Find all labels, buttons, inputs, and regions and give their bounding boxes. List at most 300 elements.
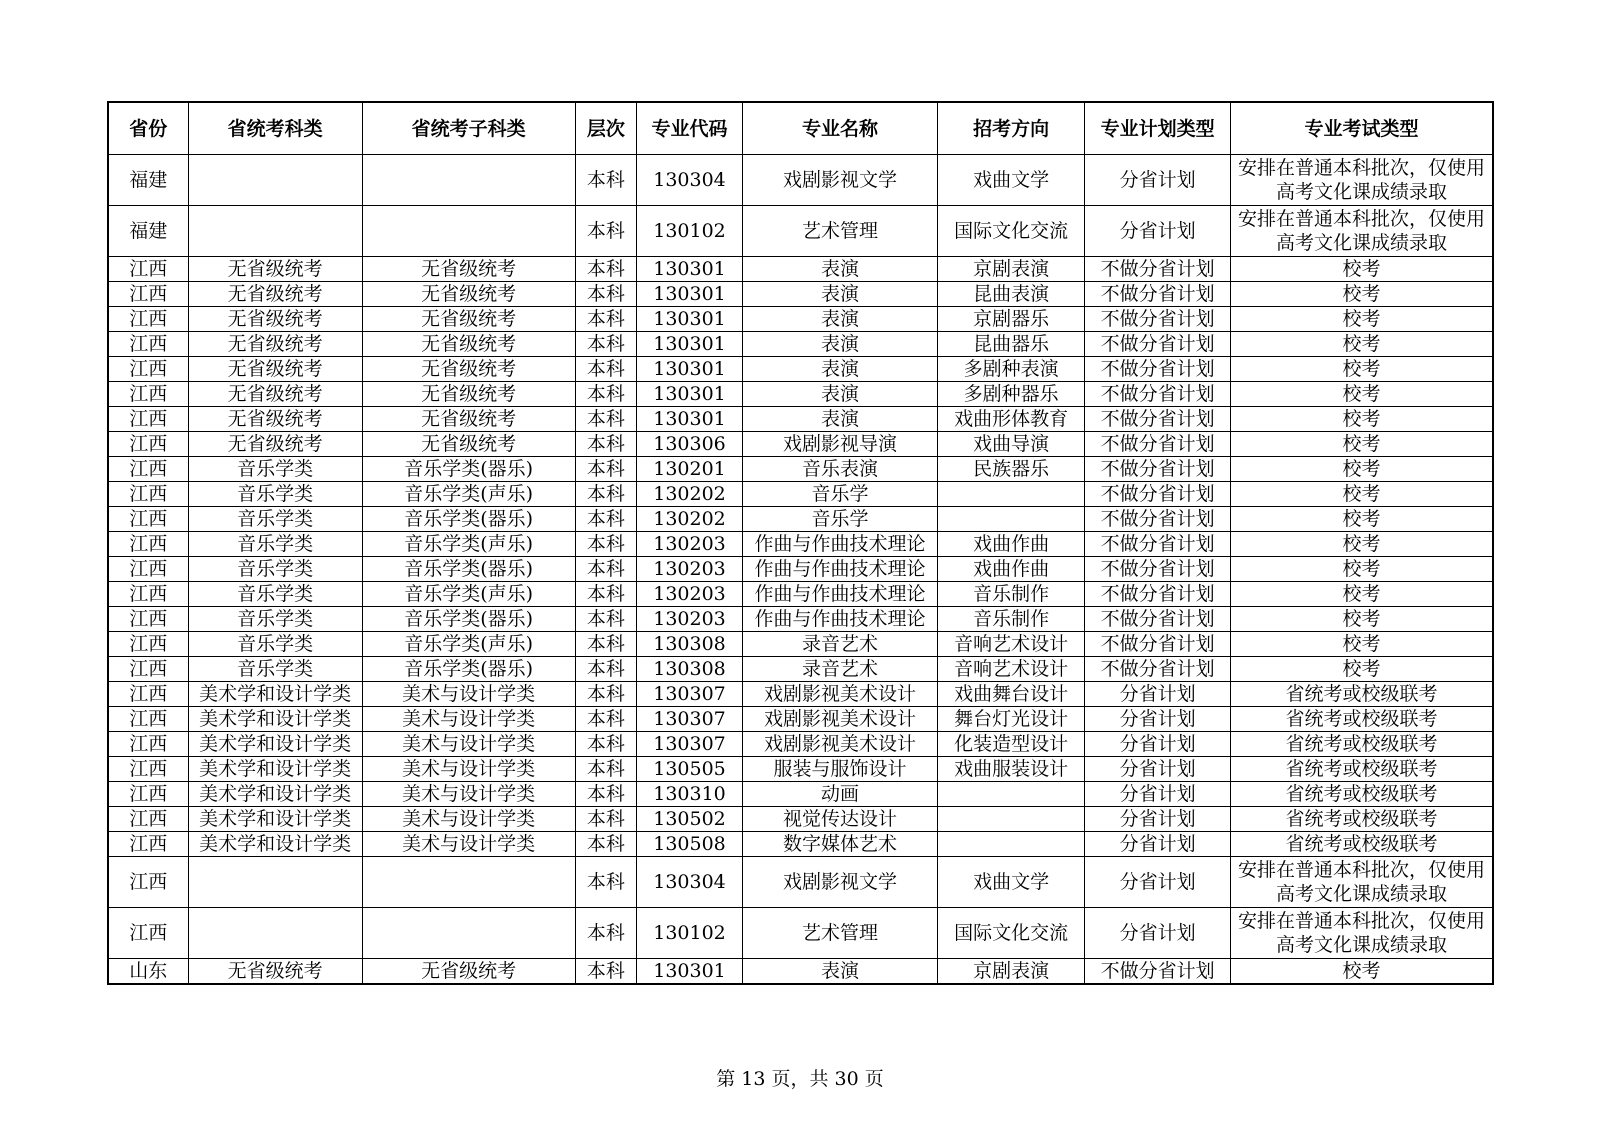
cell-plan-type: 不做分省计划 xyxy=(1085,357,1231,382)
cell-direction: 京剧表演 xyxy=(938,257,1085,282)
cell-exam-subcategory: 音乐学类(器乐) xyxy=(362,657,575,682)
cell-level: 本科 xyxy=(575,507,637,532)
cell-exam-type: 校考 xyxy=(1231,632,1493,657)
cell-level: 本科 xyxy=(575,332,637,357)
cell-major-code: 130301 xyxy=(637,407,742,432)
table-row xyxy=(108,807,1493,832)
header-direction: 招考方向 xyxy=(938,102,1085,155)
cell-exam-type: 校考 xyxy=(1231,482,1493,507)
cell-level: 本科 xyxy=(575,206,637,257)
cell-exam-subcategory: 无省级统考 xyxy=(362,407,575,432)
cell-major-name: 服装与服饰设计 xyxy=(742,757,938,782)
cell-major-name: 录音艺术 xyxy=(742,632,938,657)
table-row xyxy=(108,557,1493,582)
cell-plan-type: 分省计划 xyxy=(1085,206,1231,257)
header-plan-type: 专业计划类型 xyxy=(1085,102,1231,155)
cell-exam-subcategory xyxy=(362,206,575,257)
cell-direction: 戏曲舞台设计 xyxy=(938,682,1085,707)
cell-plan-type: 不做分省计划 xyxy=(1085,332,1231,357)
cell-exam-type: 省统考或校级联考 xyxy=(1231,807,1493,832)
cell-exam-subcategory: 无省级统考 xyxy=(362,959,575,985)
cell-level: 本科 xyxy=(575,959,637,985)
cell-major-name: 表演 xyxy=(742,959,938,985)
cell-plan-type: 分省计划 xyxy=(1085,707,1231,732)
header-major-code: 专业代码 xyxy=(637,102,742,155)
cell-major-code: 130301 xyxy=(637,959,742,985)
cell-exam-type: 校考 xyxy=(1231,357,1493,382)
cell-direction: 国际文化交流 xyxy=(938,908,1085,959)
cell-level: 本科 xyxy=(575,257,637,282)
cell-level: 本科 xyxy=(575,155,637,206)
cell-exam-subcategory: 音乐学类(器乐) xyxy=(362,507,575,532)
cell-exam-type: 省统考或校级联考 xyxy=(1231,682,1493,707)
cell-plan-type: 不做分省计划 xyxy=(1085,959,1231,985)
table-row xyxy=(108,457,1493,482)
cell-province: 江西 xyxy=(108,282,188,307)
admissions-table xyxy=(107,101,1494,985)
page-number: 第 13 页，共 30 页 xyxy=(716,1068,884,1090)
cell-exam-category: 音乐学类 xyxy=(188,532,362,557)
cell-exam-category: 美术学和设计学类 xyxy=(188,732,362,757)
cell-level: 本科 xyxy=(575,807,637,832)
cell-major-name: 作曲与作曲技术理论 xyxy=(742,532,938,557)
cell-major-name: 艺术管理 xyxy=(742,908,938,959)
cell-major-code: 130307 xyxy=(637,707,742,732)
table-row xyxy=(108,707,1493,732)
cell-province: 福建 xyxy=(108,155,188,206)
cell-major-name: 作曲与作曲技术理论 xyxy=(742,582,938,607)
cell-exam-category: 美术学和设计学类 xyxy=(188,807,362,832)
cell-province: 江西 xyxy=(108,707,188,732)
cell-exam-category: 音乐学类 xyxy=(188,607,362,632)
cell-major-name: 数字媒体艺术 xyxy=(742,832,938,857)
cell-exam-type: 省统考或校级联考 xyxy=(1231,707,1493,732)
cell-province: 福建 xyxy=(108,206,188,257)
header-exam-type: 专业考试类型 xyxy=(1231,102,1493,155)
table-row xyxy=(108,482,1493,507)
cell-major-name: 艺术管理 xyxy=(742,206,938,257)
cell-direction xyxy=(938,807,1085,832)
table-row xyxy=(108,382,1493,407)
cell-major-name: 作曲与作曲技术理论 xyxy=(742,557,938,582)
cell-exam-category: 无省级统考 xyxy=(188,432,362,457)
cell-major-name: 表演 xyxy=(742,307,938,332)
cell-level: 本科 xyxy=(575,357,637,382)
cell-province: 江西 xyxy=(108,682,188,707)
cell-level: 本科 xyxy=(575,857,637,908)
cell-level: 本科 xyxy=(575,582,637,607)
cell-plan-type: 不做分省计划 xyxy=(1085,582,1231,607)
cell-direction: 昆曲表演 xyxy=(938,282,1085,307)
cell-province: 山东 xyxy=(108,959,188,985)
cell-exam-subcategory: 美术与设计学类 xyxy=(362,707,575,732)
cell-direction: 京剧器乐 xyxy=(938,307,1085,332)
cell-major-name: 视觉传达设计 xyxy=(742,807,938,832)
cell-province: 江西 xyxy=(108,482,188,507)
cell-plan-type: 不做分省计划 xyxy=(1085,632,1231,657)
cell-exam-category: 无省级统考 xyxy=(188,332,362,357)
cell-exam-type: 校考 xyxy=(1231,507,1493,532)
cell-direction: 民族器乐 xyxy=(938,457,1085,482)
cell-exam-category: 音乐学类 xyxy=(188,457,362,482)
cell-exam-category xyxy=(188,155,362,206)
cell-direction xyxy=(938,507,1085,532)
cell-province: 江西 xyxy=(108,557,188,582)
cell-province: 江西 xyxy=(108,782,188,807)
cell-exam-category: 音乐学类 xyxy=(188,507,362,532)
cell-exam-type: 校考 xyxy=(1231,257,1493,282)
cell-major-name: 录音艺术 xyxy=(742,657,938,682)
cell-exam-subcategory: 无省级统考 xyxy=(362,282,575,307)
cell-province: 江西 xyxy=(108,407,188,432)
cell-exam-subcategory: 音乐学类(声乐) xyxy=(362,632,575,657)
cell-major-name: 戏剧影视文学 xyxy=(742,857,938,908)
cell-exam-subcategory: 美术与设计学类 xyxy=(362,832,575,857)
cell-major-code: 130502 xyxy=(637,807,742,832)
cell-province: 江西 xyxy=(108,757,188,782)
cell-exam-type: 安排在普通本科批次，仅使用高考文化课成绩录取 xyxy=(1231,857,1493,908)
cell-level: 本科 xyxy=(575,607,637,632)
cell-exam-type: 校考 xyxy=(1231,607,1493,632)
cell-province: 江西 xyxy=(108,332,188,357)
cell-plan-type: 不做分省计划 xyxy=(1085,657,1231,682)
cell-plan-type: 不做分省计划 xyxy=(1085,307,1231,332)
table-row xyxy=(108,682,1493,707)
cell-level: 本科 xyxy=(575,307,637,332)
cell-plan-type: 不做分省计划 xyxy=(1085,482,1231,507)
cell-exam-subcategory: 无省级统考 xyxy=(362,357,575,382)
cell-exam-category xyxy=(188,857,362,908)
cell-plan-type: 分省计划 xyxy=(1085,782,1231,807)
header-row xyxy=(108,102,1493,155)
cell-major-code: 130203 xyxy=(637,557,742,582)
cell-plan-type: 分省计划 xyxy=(1085,857,1231,908)
cell-exam-subcategory: 音乐学类(器乐) xyxy=(362,607,575,632)
cell-major-code: 130203 xyxy=(637,532,742,557)
table-row xyxy=(108,607,1493,632)
table-row xyxy=(108,732,1493,757)
cell-exam-type: 校考 xyxy=(1231,959,1493,985)
cell-major-code: 130301 xyxy=(637,357,742,382)
header-level: 层次 xyxy=(575,102,637,155)
cell-exam-type: 校考 xyxy=(1231,282,1493,307)
cell-exam-subcategory: 音乐学类(器乐) xyxy=(362,557,575,582)
cell-exam-category: 无省级统考 xyxy=(188,282,362,307)
cell-exam-type: 校考 xyxy=(1231,407,1493,432)
cell-exam-category: 无省级统考 xyxy=(188,382,362,407)
cell-exam-type: 校考 xyxy=(1231,557,1493,582)
cell-exam-subcategory: 美术与设计学类 xyxy=(362,682,575,707)
cell-direction: 舞台灯光设计 xyxy=(938,707,1085,732)
cell-exam-category: 美术学和设计学类 xyxy=(188,757,362,782)
cell-major-code: 130203 xyxy=(637,607,742,632)
cell-direction: 多剧种表演 xyxy=(938,357,1085,382)
cell-major-name: 表演 xyxy=(742,282,938,307)
cell-plan-type: 分省计划 xyxy=(1085,832,1231,857)
cell-plan-type: 不做分省计划 xyxy=(1085,257,1231,282)
cell-exam-subcategory: 美术与设计学类 xyxy=(362,782,575,807)
cell-direction: 多剧种器乐 xyxy=(938,382,1085,407)
cell-province: 江西 xyxy=(108,532,188,557)
cell-exam-category xyxy=(188,206,362,257)
cell-exam-type: 校考 xyxy=(1231,582,1493,607)
table-row xyxy=(108,507,1493,532)
cell-major-code: 130102 xyxy=(637,908,742,959)
cell-major-code: 130308 xyxy=(637,657,742,682)
cell-exam-subcategory: 无省级统考 xyxy=(362,332,575,357)
cell-level: 本科 xyxy=(575,282,637,307)
cell-exam-type: 省统考或校级联考 xyxy=(1231,832,1493,857)
cell-major-code: 130310 xyxy=(637,782,742,807)
cell-major-name: 戏剧影视美术设计 xyxy=(742,732,938,757)
cell-exam-subcategory: 美术与设计学类 xyxy=(362,757,575,782)
cell-major-name: 戏剧影视美术设计 xyxy=(742,682,938,707)
cell-major-code: 130202 xyxy=(637,482,742,507)
cell-level: 本科 xyxy=(575,632,637,657)
cell-exam-type: 校考 xyxy=(1231,332,1493,357)
cell-plan-type: 不做分省计划 xyxy=(1085,607,1231,632)
table-row xyxy=(108,757,1493,782)
cell-direction: 化装造型设计 xyxy=(938,732,1085,757)
cell-exam-type: 校考 xyxy=(1231,457,1493,482)
cell-major-code: 130202 xyxy=(637,507,742,532)
table-row xyxy=(108,908,1493,959)
table-row xyxy=(108,632,1493,657)
table-row xyxy=(108,532,1493,557)
table-row xyxy=(108,782,1493,807)
cell-exam-category: 美术学和设计学类 xyxy=(188,707,362,732)
cell-major-name: 音乐表演 xyxy=(742,457,938,482)
cell-major-name: 戏剧影视美术设计 xyxy=(742,707,938,732)
cell-major-name: 表演 xyxy=(742,357,938,382)
cell-level: 本科 xyxy=(575,657,637,682)
cell-exam-type: 校考 xyxy=(1231,532,1493,557)
cell-exam-subcategory: 音乐学类(声乐) xyxy=(362,532,575,557)
cell-province: 江西 xyxy=(108,357,188,382)
cell-direction: 音乐制作 xyxy=(938,582,1085,607)
cell-major-code: 130508 xyxy=(637,832,742,857)
cell-exam-subcategory: 美术与设计学类 xyxy=(362,807,575,832)
cell-level: 本科 xyxy=(575,757,637,782)
cell-exam-category: 音乐学类 xyxy=(188,632,362,657)
cell-major-code: 130307 xyxy=(637,732,742,757)
cell-province: 江西 xyxy=(108,657,188,682)
cell-province: 江西 xyxy=(108,307,188,332)
cell-province: 江西 xyxy=(108,382,188,407)
table-row xyxy=(108,357,1493,382)
cell-exam-category: 美术学和设计学类 xyxy=(188,832,362,857)
cell-direction: 戏曲文学 xyxy=(938,155,1085,206)
table-row xyxy=(108,832,1493,857)
cell-province: 江西 xyxy=(108,832,188,857)
table-row xyxy=(108,959,1493,985)
cell-direction: 戏曲文学 xyxy=(938,857,1085,908)
cell-exam-category: 无省级统考 xyxy=(188,257,362,282)
cell-major-code: 130307 xyxy=(637,682,742,707)
cell-direction: 戏曲导演 xyxy=(938,432,1085,457)
cell-major-code: 130308 xyxy=(637,632,742,657)
cell-exam-category: 音乐学类 xyxy=(188,557,362,582)
cell-level: 本科 xyxy=(575,682,637,707)
cell-exam-type: 校考 xyxy=(1231,307,1493,332)
cell-level: 本科 xyxy=(575,407,637,432)
cell-major-code: 130203 xyxy=(637,582,742,607)
cell-province: 江西 xyxy=(108,457,188,482)
cell-exam-subcategory: 音乐学类(声乐) xyxy=(362,482,575,507)
cell-exam-subcategory: 无省级统考 xyxy=(362,307,575,332)
cell-direction: 京剧表演 xyxy=(938,959,1085,985)
cell-province: 江西 xyxy=(108,607,188,632)
cell-major-code: 130301 xyxy=(637,382,742,407)
cell-level: 本科 xyxy=(575,732,637,757)
cell-exam-subcategory: 音乐学类(声乐) xyxy=(362,582,575,607)
cell-plan-type: 不做分省计划 xyxy=(1085,532,1231,557)
cell-province: 江西 xyxy=(108,908,188,959)
cell-plan-type: 不做分省计划 xyxy=(1085,557,1231,582)
cell-major-code: 130301 xyxy=(637,332,742,357)
table-row xyxy=(108,657,1493,682)
table-row xyxy=(108,332,1493,357)
cell-level: 本科 xyxy=(575,482,637,507)
cell-major-code: 130304 xyxy=(637,155,742,206)
header-exam-subcategory: 省统考子科类 xyxy=(362,102,575,155)
cell-level: 本科 xyxy=(575,432,637,457)
table-row xyxy=(108,282,1493,307)
cell-province: 江西 xyxy=(108,432,188,457)
cell-direction: 戏曲服装设计 xyxy=(938,757,1085,782)
cell-level: 本科 xyxy=(575,832,637,857)
table-row xyxy=(108,155,1493,206)
cell-major-code: 130306 xyxy=(637,432,742,457)
cell-plan-type: 不做分省计划 xyxy=(1085,432,1231,457)
cell-direction xyxy=(938,482,1085,507)
cell-exam-category: 音乐学类 xyxy=(188,582,362,607)
cell-major-code: 130304 xyxy=(637,857,742,908)
cell-plan-type: 不做分省计划 xyxy=(1085,407,1231,432)
cell-direction: 音乐制作 xyxy=(938,607,1085,632)
cell-major-name: 音乐学 xyxy=(742,507,938,532)
cell-plan-type: 不做分省计划 xyxy=(1085,457,1231,482)
cell-major-name: 表演 xyxy=(742,332,938,357)
cell-level: 本科 xyxy=(575,557,637,582)
cell-exam-subcategory: 无省级统考 xyxy=(362,382,575,407)
cell-exam-subcategory xyxy=(362,908,575,959)
cell-plan-type: 分省计划 xyxy=(1085,908,1231,959)
cell-major-name: 音乐学 xyxy=(742,482,938,507)
table-row xyxy=(108,257,1493,282)
cell-major-name: 表演 xyxy=(742,407,938,432)
cell-exam-type: 校考 xyxy=(1231,657,1493,682)
table-row xyxy=(108,432,1493,457)
cell-exam-subcategory: 无省级统考 xyxy=(362,257,575,282)
cell-major-code: 130505 xyxy=(637,757,742,782)
cell-direction: 音响艺术设计 xyxy=(938,657,1085,682)
cell-province: 江西 xyxy=(108,732,188,757)
table-row xyxy=(108,857,1493,908)
table-row xyxy=(108,206,1493,257)
cell-province: 江西 xyxy=(108,257,188,282)
cell-plan-type: 分省计划 xyxy=(1085,155,1231,206)
header-major-name: 专业名称 xyxy=(742,102,938,155)
cell-plan-type: 分省计划 xyxy=(1085,757,1231,782)
cell-exam-type: 安排在普通本科批次，仅使用高考文化课成绩录取 xyxy=(1231,155,1493,206)
cell-exam-subcategory xyxy=(362,155,575,206)
cell-province: 江西 xyxy=(108,507,188,532)
cell-exam-subcategory xyxy=(362,857,575,908)
cell-exam-type: 安排在普通本科批次，仅使用高考文化课成绩录取 xyxy=(1231,206,1493,257)
cell-major-name: 作曲与作曲技术理论 xyxy=(742,607,938,632)
cell-major-name: 表演 xyxy=(742,382,938,407)
cell-major-code: 130201 xyxy=(637,457,742,482)
cell-exam-category: 无省级统考 xyxy=(188,307,362,332)
cell-exam-category: 美术学和设计学类 xyxy=(188,682,362,707)
cell-exam-category: 音乐学类 xyxy=(188,482,362,507)
cell-major-name: 戏剧影视文学 xyxy=(742,155,938,206)
cell-direction: 国际文化交流 xyxy=(938,206,1085,257)
header-exam-category: 省统考科类 xyxy=(188,102,362,155)
cell-exam-type: 校考 xyxy=(1231,382,1493,407)
cell-plan-type: 不做分省计划 xyxy=(1085,282,1231,307)
cell-major-code: 130102 xyxy=(637,206,742,257)
cell-direction: 戏曲作曲 xyxy=(938,532,1085,557)
cell-direction xyxy=(938,782,1085,807)
cell-plan-type: 分省计划 xyxy=(1085,807,1231,832)
cell-province: 江西 xyxy=(108,582,188,607)
cell-exam-category xyxy=(188,908,362,959)
cell-province: 江西 xyxy=(108,857,188,908)
cell-major-name: 戏剧影视导演 xyxy=(742,432,938,457)
header-province: 省份 xyxy=(108,102,188,155)
cell-exam-category: 无省级统考 xyxy=(188,407,362,432)
cell-direction: 音响艺术设计 xyxy=(938,632,1085,657)
cell-direction xyxy=(938,832,1085,857)
cell-exam-subcategory: 无省级统考 xyxy=(362,432,575,457)
cell-exam-type: 安排在普通本科批次，仅使用高考文化课成绩录取 xyxy=(1231,908,1493,959)
cell-major-name: 表演 xyxy=(742,257,938,282)
cell-direction: 戏曲形体教育 xyxy=(938,407,1085,432)
cell-direction: 戏曲作曲 xyxy=(938,557,1085,582)
cell-plan-type: 不做分省计划 xyxy=(1085,507,1231,532)
cell-exam-subcategory: 音乐学类(器乐) xyxy=(362,457,575,482)
cell-major-code: 130301 xyxy=(637,257,742,282)
cell-level: 本科 xyxy=(575,457,637,482)
table-row xyxy=(108,407,1493,432)
cell-exam-type: 校考 xyxy=(1231,432,1493,457)
cell-level: 本科 xyxy=(575,382,637,407)
cell-level: 本科 xyxy=(575,908,637,959)
cell-major-name: 动画 xyxy=(742,782,938,807)
cell-exam-category: 无省级统考 xyxy=(188,959,362,985)
cell-direction: 昆曲器乐 xyxy=(938,332,1085,357)
cell-major-code: 130301 xyxy=(637,282,742,307)
cell-major-code: 130301 xyxy=(637,307,742,332)
cell-province: 江西 xyxy=(108,807,188,832)
cell-exam-type: 省统考或校级联考 xyxy=(1231,757,1493,782)
cell-level: 本科 xyxy=(575,782,637,807)
cell-exam-category: 美术学和设计学类 xyxy=(188,782,362,807)
cell-plan-type: 分省计划 xyxy=(1085,732,1231,757)
cell-plan-type: 不做分省计划 xyxy=(1085,382,1231,407)
cell-exam-type: 省统考或校级联考 xyxy=(1231,782,1493,807)
table-row xyxy=(108,307,1493,332)
cell-level: 本科 xyxy=(575,707,637,732)
cell-plan-type: 分省计划 xyxy=(1085,682,1231,707)
cell-province: 江西 xyxy=(108,632,188,657)
cell-exam-type: 省统考或校级联考 xyxy=(1231,732,1493,757)
cell-exam-category: 音乐学类 xyxy=(188,657,362,682)
cell-exam-subcategory: 美术与设计学类 xyxy=(362,732,575,757)
table-row xyxy=(108,582,1493,607)
